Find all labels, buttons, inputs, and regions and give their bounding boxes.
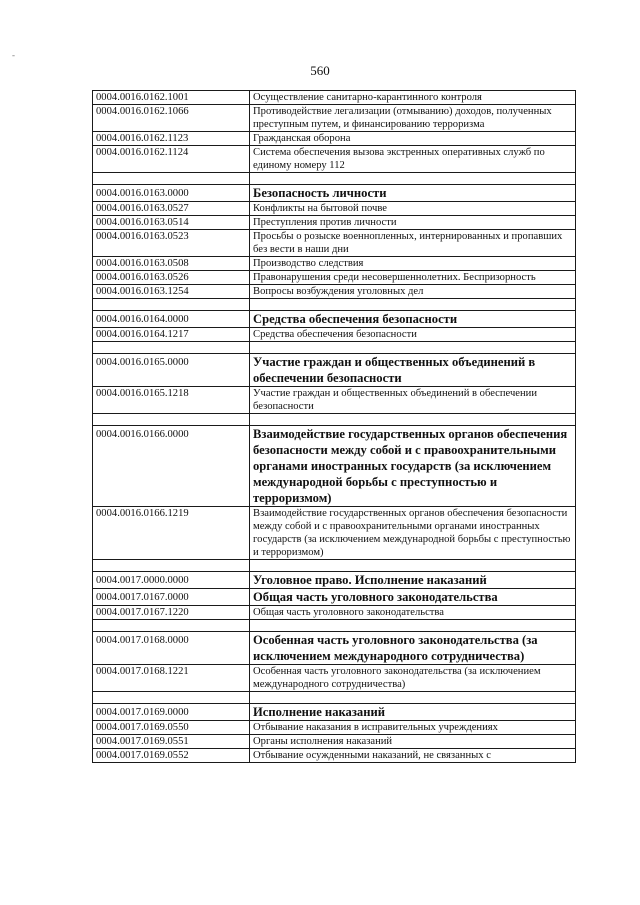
table-row [93,216,576,230]
section-heading-row [93,704,576,721]
row-code [93,342,250,354]
spacer-row [93,299,576,311]
row-title: Безопасность личности [250,185,576,202]
section-heading-row [93,572,576,589]
row-title: Отбывание осужденными наказаний, не связанных с [250,749,576,763]
spacer-row [93,414,576,426]
table-row [93,735,576,749]
row-code [93,414,250,426]
row-code: 0004.0016.0163.0526 [93,271,250,285]
row-title: Взаимодействие государственных органов обеспечения безопасности между собой и с правоохранительными органами иностранных государств (за исключением международной борьбы с преступностью и терроризмом) [250,426,576,507]
row-code: 0004.0016.0163.0000 [93,185,250,202]
row-title: Правонарушения среди несовершеннолетних. Беспризорность [250,271,576,285]
row-title: Общая часть уголовного законодательства [250,589,576,606]
row-title: Осуществление санитарно-карантинного контроля [250,91,576,105]
table-row [93,285,576,299]
row-title: Общая часть уголовного законодательства [250,606,576,620]
table-row [93,328,576,342]
row-title: Особенная часть уголовного законодательства (за исключением международного сотрудничества) [250,632,576,665]
row-code [93,620,250,632]
row-title: Производство следствия [250,257,576,271]
row-code: 0004.0016.0162.1123 [93,132,250,146]
table-row [93,387,576,414]
row-title [250,299,576,311]
section-heading-row [93,632,576,665]
row-code: 0004.0017.0167.1220 [93,606,250,620]
row-code: 0004.0017.0168.1221 [93,665,250,692]
section-heading-row [93,311,576,328]
spacer-row [93,173,576,185]
row-code: 0004.0017.0168.0000 [93,632,250,665]
row-code: 0004.0016.0164.1217 [93,328,250,342]
row-title: Участие граждан и общественных объединений в обеспечении безопасности [250,387,576,414]
row-code: 0004.0016.0162.1066 [93,105,250,132]
row-title: Система обеспечения вызова экстренных оперативных служб по единому номеру 112 [250,146,576,173]
table-row [93,271,576,285]
row-title: Конфликты на бытовой почве [250,202,576,216]
row-code [93,299,250,311]
table-row [93,146,576,173]
spacer-row [93,620,576,632]
table-row [93,665,576,692]
row-code [93,692,250,704]
row-code: 0004.0017.0000.0000 [93,572,250,589]
section-heading-row [93,589,576,606]
row-code: 0004.0016.0163.0527 [93,202,250,216]
row-title: Взаимодействие государственных органов обеспечения безопасности между собой и с правоохранительными органами иностранных государств (за исключением международной борьбы с преступностью и терроризмом) [250,507,576,560]
row-code: 0004.0016.0163.0523 [93,230,250,257]
row-code: 0004.0017.0169.0552 [93,749,250,763]
table-row [93,749,576,763]
row-title [250,414,576,426]
row-code: 0004.0017.0169.0000 [93,704,250,721]
row-code: 0004.0016.0163.1254 [93,285,250,299]
row-title: Противодействие легализации (отмыванию) доходов, полученных преступным путем, и финансированию терроризма [250,105,576,132]
row-code: 0004.0016.0162.1124 [93,146,250,173]
section-heading-row [93,354,576,387]
table-row [93,230,576,257]
row-code [93,560,250,572]
row-title: Отбывание наказания в исправительных учреждениях [250,721,576,735]
row-title [250,692,576,704]
spacer-row [93,342,576,354]
row-title: Органы исполнения наказаний [250,735,576,749]
row-title: Просьбы о розыске военнопленных, интернированных и пропавших без вести в наши дни [250,230,576,257]
section-heading-row [93,426,576,507]
row-title: Исполнение наказаний [250,704,576,721]
table-row [93,257,576,271]
table-row [93,105,576,132]
row-title [250,620,576,632]
row-code: 0004.0016.0165.1218 [93,387,250,414]
row-title: Средства обеспечения безопасности [250,328,576,342]
corner-mark: - [12,50,15,60]
spacer-row [93,692,576,704]
classifier-table [92,90,576,763]
table-row [93,721,576,735]
row-title: Средства обеспечения безопасности [250,311,576,328]
row-code: 0004.0017.0169.0551 [93,735,250,749]
page-number: 560 [310,63,330,78]
table-row [93,606,576,620]
row-code: 0004.0017.0167.0000 [93,589,250,606]
classifier-table-body [93,91,576,763]
row-code: 0004.0016.0164.0000 [93,311,250,328]
row-code [93,173,250,185]
row-title: Преступления против личности [250,216,576,230]
row-title [250,173,576,185]
table-row [93,202,576,216]
row-title: Гражданская оборона [250,132,576,146]
row-title: Участие граждан и общественных объединений в обеспечении безопасности [250,354,576,387]
row-title [250,560,576,572]
row-title: Уголовное право. Исполнение наказаний [250,572,576,589]
table-row [93,507,576,560]
row-code: 0004.0016.0165.0000 [93,354,250,387]
section-heading-row [93,185,576,202]
row-code: 0004.0017.0169.0550 [93,721,250,735]
spacer-row [93,560,576,572]
row-code: 0004.0016.0163.0508 [93,257,250,271]
row-code: 0004.0016.0162.1001 [93,91,250,105]
row-title: Особенная часть уголовного законодательства (за исключением международного сотрудничества) [250,665,576,692]
row-code: 0004.0016.0163.0514 [93,216,250,230]
table-row [93,91,576,105]
row-code: 0004.0016.0166.0000 [93,426,250,507]
table-row [93,132,576,146]
row-title [250,342,576,354]
row-code: 0004.0016.0166.1219 [93,507,250,560]
row-title: Вопросы возбуждения уголовных дел [250,285,576,299]
